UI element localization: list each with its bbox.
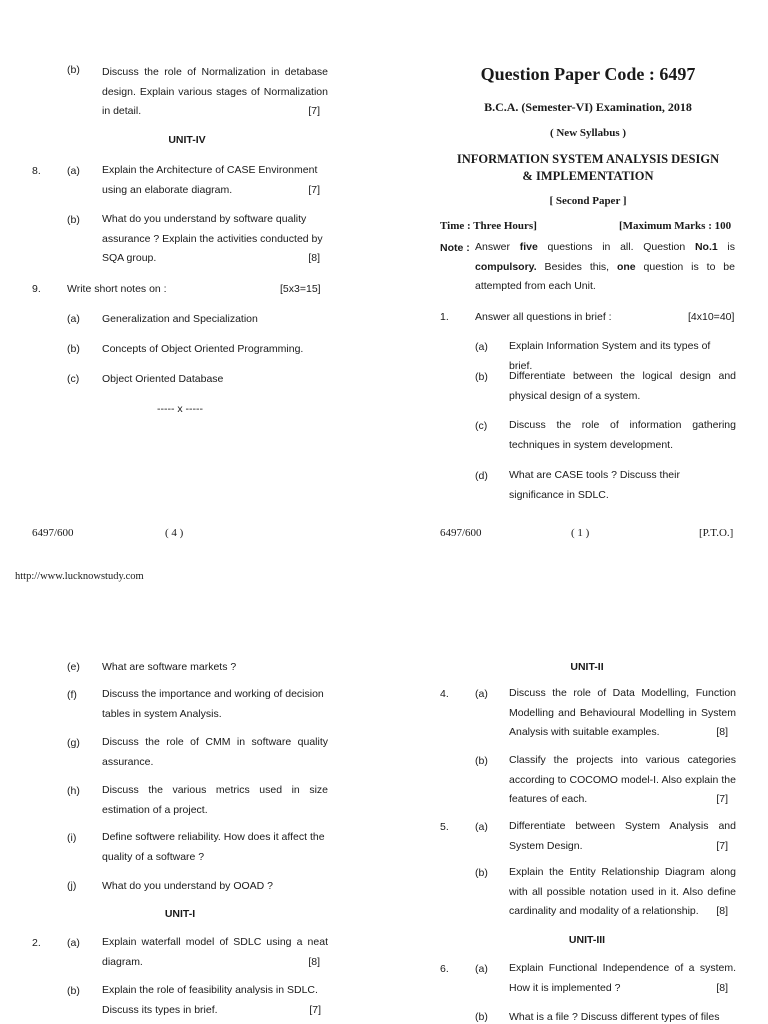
q1i-text: Define softwere reliability. How does it affect the quality of a software ? (102, 831, 325, 863)
q7b-marks: [7] (308, 105, 320, 117)
q8-number: 8. (32, 165, 41, 177)
time-label: Time : Three Hours] (440, 220, 537, 232)
q1j-label: (j) (67, 880, 77, 892)
q5b-text-content: Explain the Entity Relationship Diagram along with all possible notation used in it. Also define cardinality and modality of a relationship. (509, 866, 736, 917)
q1-marks: [4x10=40] (688, 311, 735, 323)
q4-number: 4. (440, 688, 449, 700)
q9b-text: Concepts of Object Oriented Programming. (102, 343, 304, 355)
q2a-text-content: Explain waterfall model of SDLC using a neat diagram. (102, 936, 328, 968)
q5a-marks: [7] (716, 839, 728, 852)
q1b-text: Differentiate between the logical design and physical design of a system. (509, 370, 736, 402)
page-4-code: 6497/600 (32, 527, 74, 539)
q6a-text-content: Explain Functional Independence of a system. How it is implemented ? (509, 962, 736, 994)
syllabus: ( New Syllabus ) (549, 127, 627, 139)
q9-number: 9. (32, 283, 41, 295)
q4a-text (509, 684, 736, 743)
q2-number: 2. (32, 937, 41, 949)
paper-label: [ Second Paper ] (549, 195, 627, 207)
q1c-label: (c) (475, 420, 488, 432)
q9a-text: Generalization and Specialization (102, 313, 258, 325)
q7b-label: (b) (67, 64, 80, 76)
q1a-label: (a) (475, 341, 488, 353)
q1j-text: What do you understand by OOAD ? (102, 880, 274, 892)
subject-line-1: INFORMATION SYSTEM ANALYSIS DESIGN (456, 152, 720, 166)
q1-number: 1. (440, 311, 449, 323)
note-part-1: Answer (475, 241, 520, 253)
q6a-text (509, 959, 736, 998)
page-1-code: 6497/600 (440, 527, 482, 539)
note-bold-five: five (519, 241, 538, 253)
subject-line-2: & IMPLEMENTATION (522, 169, 654, 183)
q1d-text: What are CASE tools ? Discuss their significance in SDLC. (509, 469, 680, 501)
page-4-number: ( 4 ) (165, 527, 184, 539)
q5a-text (509, 817, 736, 856)
q6b-label: (b) (475, 1011, 488, 1023)
q8b-text (102, 210, 328, 269)
question-paper-code: Question Paper Code : 6497 (480, 64, 696, 84)
source-url-link[interactable]: http://www.lucknowstudy.com (15, 571, 144, 582)
q8a-marks: [7] (308, 183, 320, 196)
unit-3-heading: UNIT-III (568, 934, 606, 946)
q4b-marks: [7] (716, 793, 728, 805)
q4a-text-content: Discuss the role of Data Modelling, Function Modelling and Behavioural Modelling in System Analysis with suitable examples. (509, 687, 736, 738)
q9-text: Write short notes on : (67, 283, 167, 295)
q1e-label: (e) (67, 661, 80, 673)
q5a-label: (a) (475, 821, 488, 833)
note-text (475, 238, 735, 297)
q7b-text-content: Discuss the role of Normalization in detabase design. Explain various stages of Normalization in detail. (102, 66, 328, 117)
q5a-text-content: Differentiate between System Analysis and System Design. (509, 820, 736, 852)
q6-number: 6. (440, 963, 449, 975)
q1-text: Answer all questions in brief : (475, 311, 612, 323)
q6a-marks: [8] (716, 981, 728, 994)
q1g-text: Discuss the role of CMM in software quality assurance. (102, 736, 328, 768)
q5b-text (509, 863, 736, 922)
note-bold-compulsory: compulsory. (475, 260, 537, 273)
note-bold-no1: No.1 (694, 241, 718, 253)
q5b-marks: [8] (716, 905, 728, 917)
note-part-3: is (717, 241, 736, 253)
q8b-label: (b) (67, 214, 80, 226)
q2b-label: (b) (67, 985, 80, 997)
q1d-label: (d) (475, 470, 488, 482)
q1g-label: (g) (67, 737, 80, 749)
q1e-text: What are software markets ? (102, 661, 237, 673)
max-marks-label: [Maximum Marks : 100 (619, 220, 732, 232)
q4a-marks: [8] (716, 726, 728, 738)
unit-4-heading: UNIT-IV (168, 134, 206, 146)
q2a-text (102, 933, 328, 972)
note-part-4: Besides this, (536, 260, 617, 273)
q4b-text (509, 751, 736, 810)
q4b-text-content: Classify the projects into various categories according to COCOMO model-I. Also explain the features of each. (509, 754, 736, 805)
page-1-number: ( 1 ) (571, 527, 590, 539)
q1a-text: Explain Information System and its types of brief. (509, 340, 711, 372)
exam-name: B.C.A. (Semester-VI) Examination, 2018 (484, 100, 692, 114)
q1f-label: (f) (67, 689, 77, 701)
q4a-label: (a) (475, 688, 488, 700)
q2a-marks: [8] (308, 955, 320, 968)
end-marker: ----- x ----- (156, 403, 204, 415)
q1i-label: (i) (67, 832, 77, 844)
q8b-text-content: What do you understand by software quality assurance ? Explain the activities conducted by SQA group. (102, 213, 323, 264)
q2b-text-content: Explain the role of feasibility analysis in SDLC. Discuss its types in brief. (102, 984, 318, 1016)
q5-number: 5. (440, 821, 449, 833)
note-part-5: question is to be attempted from each Unit. (475, 260, 735, 292)
q9c-label: (c) (67, 373, 80, 385)
q9a-label: (a) (67, 313, 80, 325)
q6b-text: What is a file ? Discuss different types of files (509, 1011, 720, 1023)
q2b-marks: [7] (309, 1003, 321, 1016)
unit-1-heading: UNIT-I (164, 908, 196, 920)
q1f-text: Discuss the importance and working of decision tables in system Analysis. (102, 688, 324, 720)
q8a-label: (a) (67, 165, 80, 177)
unit-2-heading: UNIT-II (570, 661, 604, 673)
q6a-label: (a) (475, 963, 488, 975)
note-label: Note : (440, 242, 470, 254)
q8a-text (102, 161, 328, 200)
q9b-label: (b) (67, 343, 80, 355)
note-bold-one: one (616, 260, 636, 273)
q1b-label: (b) (475, 371, 488, 383)
q7b-text (102, 63, 328, 122)
q8a-text-content: Explain the Architecture of CASE Environment using an elaborate diagram. (102, 164, 318, 196)
pto-label: [P.T.O.] (699, 527, 734, 539)
q9-marks: [5x3=15] (280, 283, 321, 295)
q8b-marks: [8] (308, 252, 320, 264)
q2a-label: (a) (67, 937, 80, 949)
q1c-text: Discuss the role of information gathering techniques in system development. (509, 419, 736, 451)
q2b-text (102, 981, 329, 1020)
note-part-2: questions in all. Question (537, 241, 695, 253)
q9c-text: Object Oriented Database (102, 373, 224, 385)
q1h-label: (h) (67, 785, 80, 797)
q4b-label: (b) (475, 755, 488, 767)
q5b-label: (b) (475, 867, 488, 879)
q1h-text: Discuss the various metrics used in size estimation of a project. (102, 784, 328, 816)
